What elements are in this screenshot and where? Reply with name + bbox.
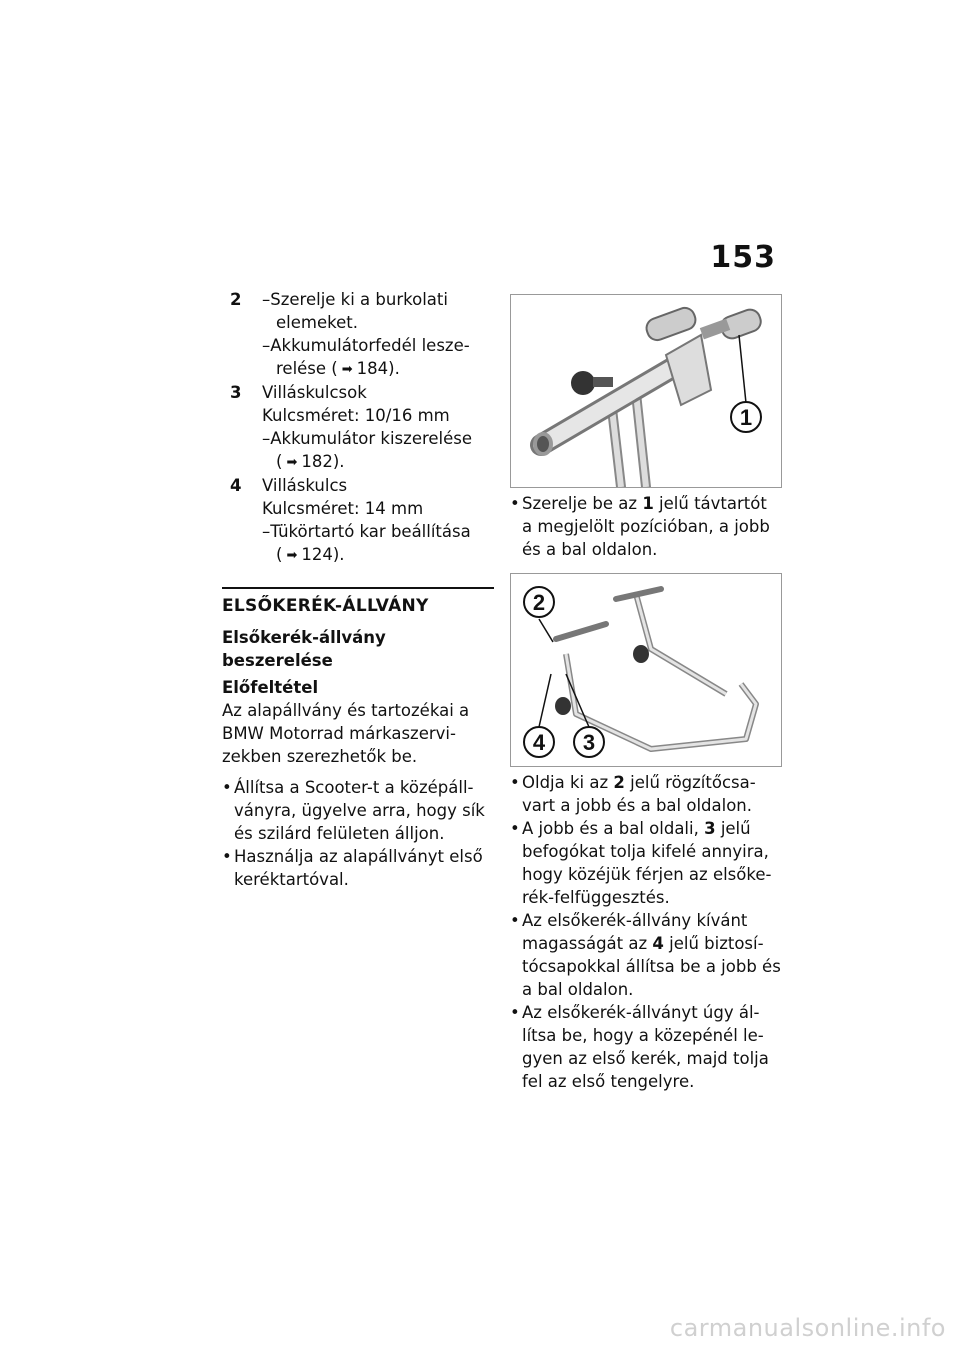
callout-ref: 1 [642,494,654,513]
tool-size: Kulcsméret: 10/16 mm [262,406,450,425]
front-wheel-stand-illustration [511,574,781,766]
section-title: ELSŐKERÉK-ÁLLVÁNY [222,596,429,616]
step-2 [222,288,494,381]
callout-1: 1 [739,405,753,430]
list-item: • Használja az alapállványt első keréktartóval. [222,845,494,891]
watermark: carmanualsonline.info [669,1314,946,1342]
page-number: 153 [710,240,776,275]
dash-item: –Akkumulátor kiszerelése [262,429,473,448]
precondition-text: Az alapállvány és tartozékai a BMW Motorrad márkaszervi-zekben szerezhetők be. [222,701,470,766]
list-item [510,817,782,909]
text-part: Szerelje be az [522,494,643,513]
text-part: jelű biztosí-tócsapokkal állítsa be a jobb és a bal oldalon. [522,934,781,999]
callout-ref: 2 [613,773,625,792]
dash-item: –Szerelje ki a burkolati [262,290,448,309]
step-number: 4 [230,476,242,495]
dash-item: –Akkumulátorfedél lesze- [262,336,470,355]
tool-name: Villáskulcsok [262,383,367,402]
list-item: • Állítsa a Scooter-t a középáll-ványra, ügyelve arra, hogy sík és szilárd felületen álljon. [222,776,494,845]
callout-3: 3 [582,730,596,755]
ref-prefix: relése [276,359,327,378]
text-part: Az elsőkerék-állvány kívánt magasságát az [522,911,748,953]
spacer-figure [510,294,782,488]
subsection-title: Elsőkerék-állvány beszerelése [222,628,386,670]
list-item [510,492,782,561]
text-part: Az elsőkerék-állványt úgy ál-lítsa be, hogy a közepénél le-gyen az első kerék, majd tolja fel az első tengelyre. [522,1003,769,1091]
text-part: Oldja ki az [522,773,614,792]
text-part: jelű befogókat tolja kifelé annyira, hogy közéjük férjen az elsőke-rék-felfüggesztés. [522,819,772,907]
page-reference[interactable]: 182). [301,452,345,471]
step-3 [222,381,494,474]
stand-spacer-illustration [511,295,781,487]
callout-2: 2 [532,590,546,615]
reference-line: ( ➡ 182). [262,450,494,474]
section-divider [222,587,494,589]
reference-line: ( ➡ 124). [262,543,494,567]
text-part: jelű távtartót a megjelölt pozícióban, a jobb és a bal oldalon. [522,494,770,559]
reference-arrow-icon: ➡ [286,455,298,470]
dash-item-continuation: elemeket. [276,313,358,332]
reference-line: relése ( ➡ 184). [262,357,494,381]
step-number: 2 [230,290,242,309]
step-4 [222,474,494,567]
right-column [510,294,782,1093]
list-item [510,771,782,817]
callout-4: 4 [532,730,546,755]
tool-name: Villáskulcs [262,476,348,495]
page-reference[interactable]: 124). [301,545,345,564]
reference-arrow-icon: ➡ [341,362,353,377]
callout-ref: 3 [704,819,716,838]
step-number: 3 [230,383,242,402]
tool-size: Kulcsméret: 14 mm [262,499,424,518]
list-item [510,909,782,1001]
stand-figure [510,573,782,767]
left-column [222,288,494,891]
callout-ref: 4 [652,934,664,953]
page-reference[interactable]: 184). [356,359,400,378]
reference-arrow-icon: ➡ [286,548,298,563]
dash-item: –Tükörtartó kar beállítása [262,522,471,541]
text-part: jelű rögzítőcsa-vart a jobb és a bal oldalon. [522,773,756,815]
text-part: A jobb és a bal oldali, [522,819,705,838]
precondition-title: Előfeltétel [222,678,319,697]
list-item [510,1001,782,1093]
